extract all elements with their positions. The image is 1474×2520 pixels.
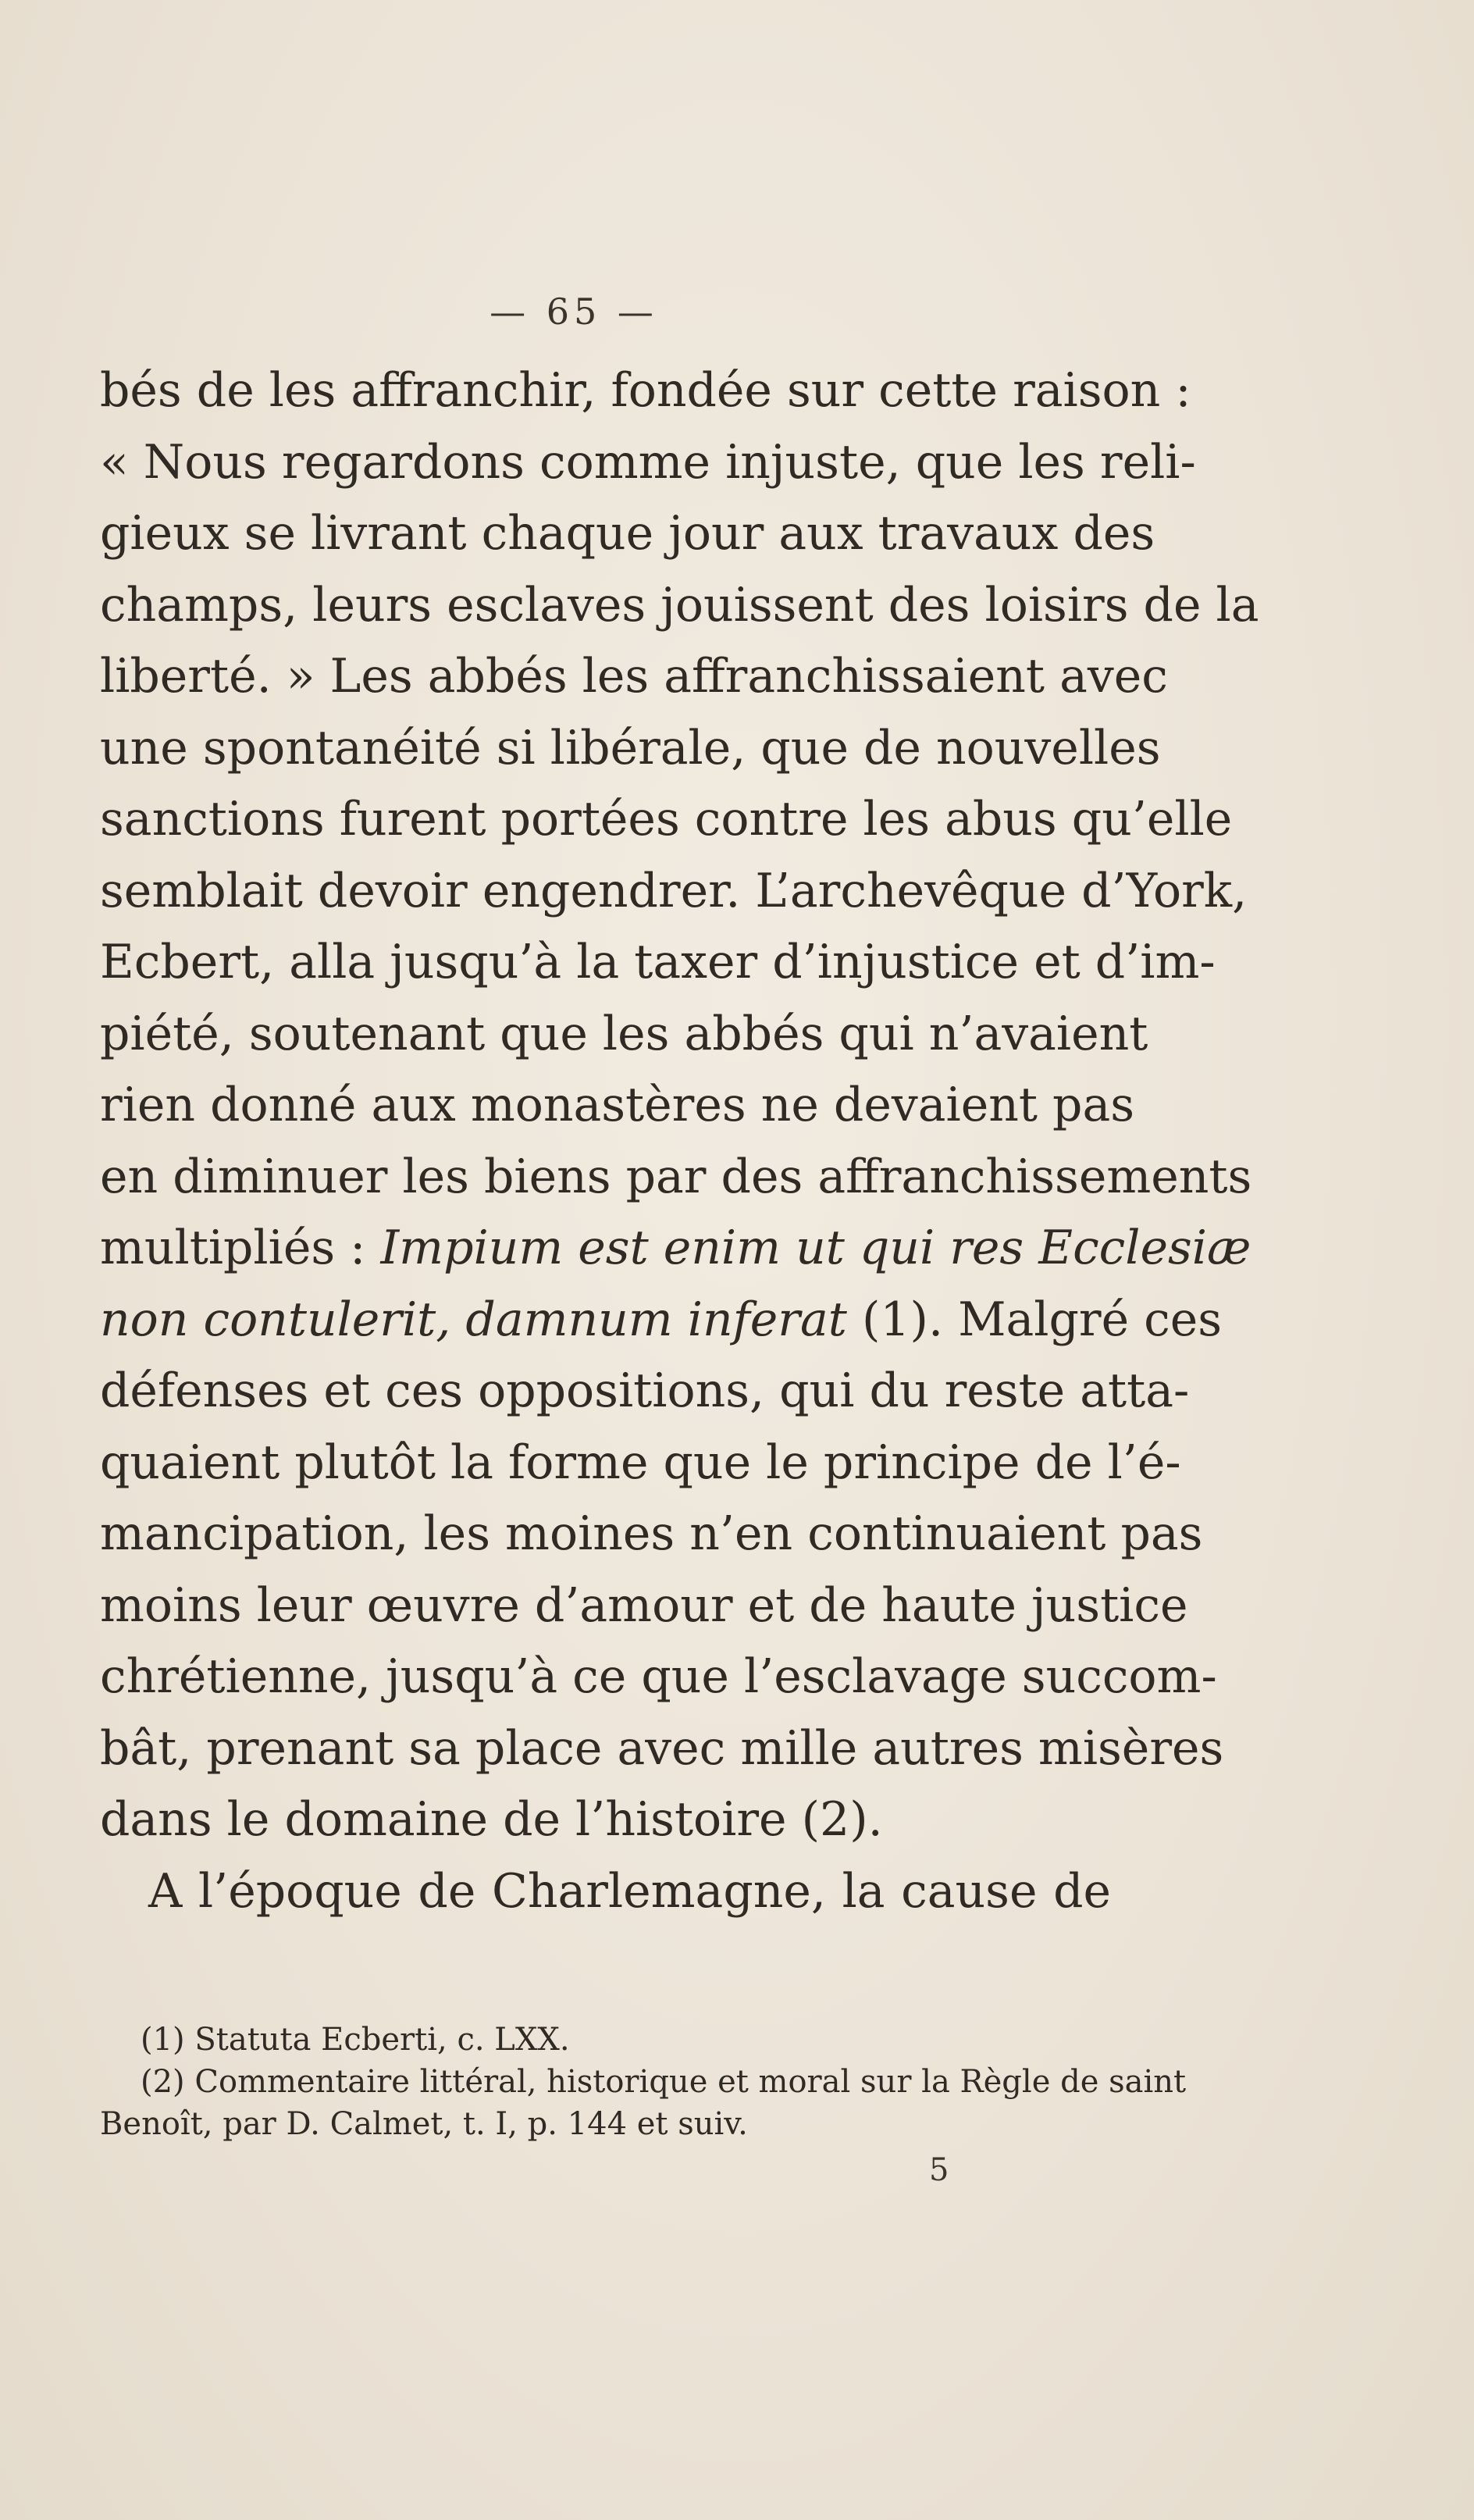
text-line: piété, soutenant que les abbés qui n’avaient xyxy=(100,1006,1148,1061)
text-line: Ecbert, alla jusqu’à la taxer d’injustice et d’im- xyxy=(100,935,1216,989)
text-line: défenses et ces oppositions, qui du reste atta- xyxy=(100,1363,1190,1418)
text-line xyxy=(100,1285,1223,1356)
text-line: champs, leurs esclaves jouissent des loisirs de la xyxy=(100,577,1259,633)
text-line xyxy=(100,1213,1251,1285)
text-line: gieux se livrant chaque jour aux travaux des xyxy=(100,506,1155,561)
text-line: moins leur œuvre d’amour et de haute justice xyxy=(100,1577,1188,1633)
signature-mark: 5 xyxy=(929,2152,949,2188)
text-run: multipliés : xyxy=(100,1221,381,1275)
latin-quote: Impium est enim ut qui res Ecclesiæ xyxy=(380,1221,1251,1275)
text-run: (1). Malgré ces xyxy=(846,1292,1223,1347)
text-line: « Nous regardons comme injuste, que les reli- xyxy=(100,434,1196,490)
text-line: semblait devoir engendrer. L’archevêque d’York, xyxy=(100,863,1248,918)
text-line: mancipation, les moines n’en continuaient pas xyxy=(100,1506,1203,1561)
text-line: une spontanéité si libérale, que de nouvelles xyxy=(100,720,1161,775)
main-text xyxy=(100,355,1259,1927)
text-line: chrétienne, jusqu’à ce que l’esclavage succom- xyxy=(100,1649,1217,1704)
text-line: dans le domaine de l’histoire (2). xyxy=(100,1792,883,1847)
text-line: liberté. » Les abbés les affranchissaient avec xyxy=(100,649,1168,704)
text-line: bés de les affranchir, fondée sur cette raison : xyxy=(100,363,1191,418)
text-line: en diminuer les biens par des affranchissements xyxy=(100,1149,1252,1204)
text-line: A l’époque de Charlemagne, la cause de xyxy=(148,1863,1111,1919)
footnote-1: (1) Statuta Ecberti, c. LXX. xyxy=(141,2022,570,2058)
latin-quote: non contulerit, damnum inferat xyxy=(100,1292,847,1347)
text-line: quaient plutôt la forme que le principe de l’é- xyxy=(100,1435,1181,1490)
footnotes xyxy=(100,2019,1187,2145)
text-line: bât, prenant sa place avec mille autres misères xyxy=(100,1720,1224,1776)
footnote-2-continuation: Benoît, par D. Calmet, t. I, p. 144 et suiv. xyxy=(100,2106,748,2142)
page-number: — 65 — xyxy=(490,290,658,333)
text-line: sanctions furent portées contre les abus qu’elle xyxy=(100,792,1233,847)
footnote-2: (2) Commentaire littéral, historique et moral sur la Règle de saint xyxy=(141,2064,1187,2100)
text-line: rien donné aux monastères ne devaient pas xyxy=(100,1078,1135,1132)
